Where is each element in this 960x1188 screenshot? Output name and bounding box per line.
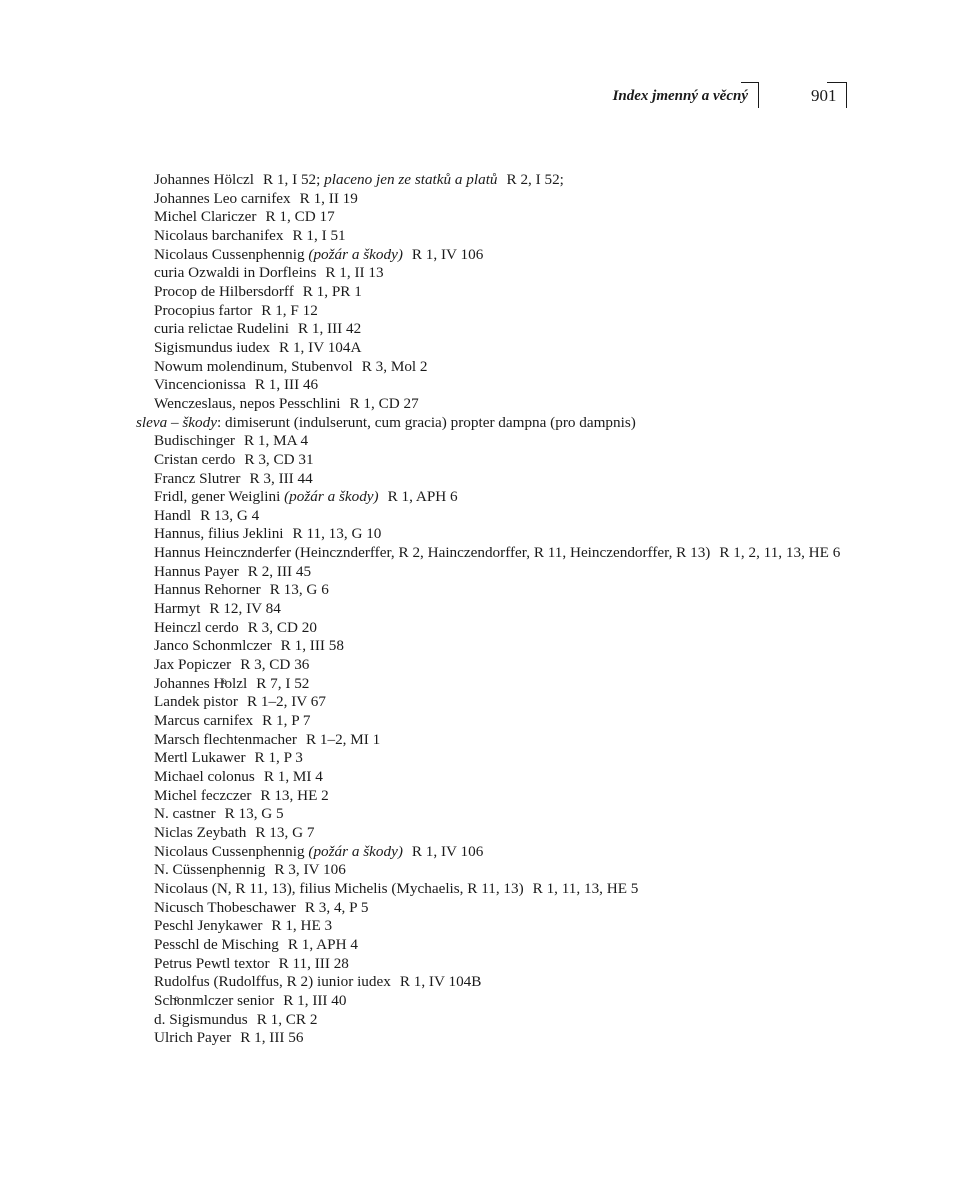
entry-ref: R 13, G 5 — [224, 805, 284, 823]
entry-name: Rudolfus (Rudolffus, R 2) iunior iudex — [154, 973, 391, 991]
entry-name: Hannus Heincznderfer (Heincznderffer, R 2, Hainczendorffer, R 11, Heinczendorffer, R 13) — [154, 544, 711, 562]
index-entry — [154, 973, 872, 992]
entry-ref: R 1, PR 1 — [302, 282, 362, 300]
entry-name: Sigismundus iudex — [154, 338, 271, 356]
index-entry — [154, 656, 872, 675]
index-entry — [154, 843, 872, 862]
entry-ref: R 13, G 6 — [269, 581, 329, 599]
entry-ref: R 1–2, MI 1 — [305, 730, 381, 748]
heading-text: : dimiserunt (indulserunt, cum gracia) propter dampna (pro dampnis) — [216, 413, 636, 431]
entry-ref: R 3, CD 20 — [247, 618, 317, 636]
index-entry — [154, 787, 872, 806]
entry-name: Nicolaus barchanifex — [154, 226, 284, 244]
entry-ref: R 1, MI 4 — [263, 768, 323, 785]
entry-name: Janco Schonmlczer — [154, 637, 272, 655]
entry-ref: R 1, IV 104A — [279, 338, 362, 356]
entry-ref: R 1, III 58 — [280, 637, 344, 655]
entry-ref: R 13, G 7 — [255, 823, 315, 841]
entry-name: Nicolaus Cussenphennig — [154, 245, 305, 263]
entry-name: Vincencionissa — [154, 376, 246, 394]
entry-name: Johannes Hölczl — [154, 171, 254, 188]
entry-ref: R 13, HE 2 — [260, 786, 329, 804]
entry-ref: R 1, CD 27 — [349, 394, 419, 412]
index-entry — [154, 302, 872, 321]
entry-ref: R 1, HE 3 — [271, 917, 333, 935]
entry-name: curia Ozwaldi in Dorfleins — [154, 264, 317, 282]
index-entry — [154, 917, 872, 936]
index-entry — [154, 246, 872, 265]
entry-ref: R 1, F 12 — [261, 301, 318, 319]
index-entry — [154, 749, 872, 768]
entry-ref: R 1, APH 4 — [287, 935, 358, 953]
entry-ref: R 1, III 56 — [240, 1029, 304, 1047]
entry-ref: R 2, III 45 — [247, 562, 312, 580]
entry-ref: R 1, III 46 — [254, 376, 319, 394]
entry-name: Nowum molendinum, Stubenvol — [154, 357, 353, 375]
entry-ref: R 1, I 51 — [292, 226, 346, 244]
index-entry — [154, 619, 872, 638]
entry-ref: R 11, III 28 — [278, 954, 349, 972]
entry-ref: R 1, MA 4 — [244, 432, 309, 450]
index-entry — [154, 451, 872, 470]
index-entry — [154, 525, 872, 544]
entry-ref: R 1, 11, 13, HE 5 — [532, 879, 639, 897]
entry-name: Michel Clariczer — [154, 208, 257, 226]
entry-name: Procopius fartor — [154, 301, 253, 319]
index-entry — [154, 1029, 872, 1048]
index-entry — [154, 283, 872, 302]
index-entry — [154, 936, 872, 955]
entry-name: Nicolaus (N, R 11, 13), filius Michelis (Mychaelis, R 11, 13) — [154, 879, 524, 897]
index-entry — [154, 395, 872, 414]
index-entry — [154, 432, 872, 451]
index-entry — [154, 693, 872, 712]
corner-mark-icon — [741, 82, 759, 108]
index-entry — [154, 1011, 872, 1030]
index-entry — [154, 376, 872, 395]
entry-name: Budischinger — [154, 432, 235, 450]
entry-name: Hannus, filius Jeklini — [154, 525, 284, 543]
index-entry — [154, 712, 872, 731]
index-entry — [154, 955, 872, 974]
entry-name: Landek pistor — [154, 693, 238, 711]
entry-ref: R 1, CR 2 — [256, 1010, 318, 1028]
entry-name: curia relictae Rudelini — [154, 320, 289, 338]
index-entry — [154, 190, 872, 209]
index-heading — [136, 414, 846, 433]
entry-note: placeno jen ze statků a platů — [324, 171, 498, 188]
entry-ref: R 13, G 4 — [200, 506, 260, 524]
entry-ref: R 1, II 19 — [299, 189, 358, 207]
index-entry — [154, 208, 872, 227]
entry-name: d. Sigismundus — [154, 1010, 248, 1028]
entry-name: Johannes Hͤolzl — [154, 674, 248, 692]
entry-name: Michel feczczer — [154, 786, 252, 804]
entry-ref: R 12, IV 84 — [209, 600, 281, 618]
entry-name: Niclas Zeybath — [154, 823, 247, 841]
index-entry — [154, 507, 872, 526]
entry-ref: R 1, APH 6 — [387, 488, 458, 506]
entry-note: (požár a škody) — [284, 488, 379, 506]
index-entry — [154, 899, 872, 918]
entry-name: Pesschl de Misching — [154, 935, 279, 953]
index-entry — [154, 227, 872, 246]
entry-name: Johannes Leo carnifex — [154, 189, 291, 207]
entry-name: N. Cüssenphennig — [154, 861, 266, 879]
entry-ref: R 1, IV 106 — [411, 245, 484, 263]
entry-ref: R 3, CD 31 — [244, 450, 314, 468]
entry-name: Petrus Pewtl textor — [154, 954, 270, 972]
entry-name: Francz Slutrer — [154, 469, 241, 487]
index-entry — [154, 581, 872, 600]
index-entry — [154, 675, 872, 694]
entry-name: Jax Popiczer — [154, 656, 232, 674]
running-head — [0, 80, 960, 112]
entry-ref: R 3, III 44 — [249, 469, 313, 487]
entry-name: Fridl, gener Weiglini — [154, 488, 281, 506]
entry-name: Cristan cerdo — [154, 450, 236, 468]
entry-ref: R 1, P 7 — [262, 712, 311, 730]
index-entry — [154, 320, 872, 339]
index-entry — [154, 768, 872, 787]
index-entry — [154, 339, 872, 358]
entry-ref: R 3, 4, P 5 — [304, 898, 369, 916]
index-entry — [154, 880, 872, 899]
entry-name: Procop de Hilbersdorff — [154, 282, 294, 300]
index-body — [0, 171, 960, 1048]
index-entry — [154, 805, 872, 824]
entry-ref: R 1, I 52; — [262, 171, 321, 188]
entry-ref: R 1, IV 104B — [399, 973, 482, 991]
index-entry — [154, 731, 872, 750]
entry-name: Handl — [154, 506, 192, 524]
entry-name: Wenczeslaus, nepos Pesschlini — [154, 394, 341, 412]
entry-name: N. castner — [154, 805, 216, 823]
entry-ref: R 2, I 52; — [506, 171, 564, 188]
entry-name: Heinczl cerdo — [154, 618, 239, 636]
entry-name: Harmyt — [154, 600, 201, 618]
entry-name: Hannus Rehorner — [154, 581, 261, 599]
entry-name: Marsch flechtenmacher — [154, 730, 297, 748]
index-entry — [154, 600, 872, 619]
index-entry — [154, 992, 872, 1011]
corner-mark-icon — [827, 82, 847, 108]
index-entry — [154, 544, 872, 563]
entry-ref: R 1, IV 106 — [411, 842, 484, 860]
entry-ref: R 1, 2, 11, 13, HE 6 — [719, 544, 841, 562]
index-entry — [154, 470, 872, 489]
index-entry — [154, 861, 872, 880]
entry-ref: R 1, III 42 — [297, 320, 362, 338]
running-head-title: Index jmenný a věcný — [612, 88, 748, 104]
entry-name: Marcus carnifex — [154, 712, 254, 730]
entry-name: Hannus Payer — [154, 562, 239, 580]
entry-ref: R 1, CD 17 — [265, 208, 335, 226]
entry-ref: R 7, I 52 — [256, 674, 310, 692]
page-number: 901 — [811, 86, 837, 105]
entry-ref: R 1, III 40 — [283, 991, 347, 1009]
entry-ref: R 3, CD 36 — [240, 656, 310, 674]
heading-term: sleva – škody — [136, 413, 217, 431]
index-entry — [154, 264, 872, 283]
entry-name: Mertl Lukawer — [154, 749, 246, 767]
entry-ref: R 11, 13, G 10 — [292, 525, 382, 543]
entry-name: Nicusch Thobeschawer — [154, 898, 296, 916]
entry-name: Ulrich Payer — [154, 1029, 232, 1047]
index-entry — [154, 358, 872, 377]
index-entry — [154, 171, 872, 190]
entry-ref: R 1, P 3 — [254, 749, 303, 767]
entry-name: Peschl Jenykawer — [154, 917, 263, 935]
entry-name: Nicolaus Cussenphennig — [154, 842, 305, 860]
entry-name: Michael colonus — [154, 768, 255, 785]
entry-ref: R 3, Mol 2 — [361, 357, 428, 375]
entry-note: (požár a škody) — [308, 245, 403, 263]
index-entry — [154, 488, 872, 507]
index-entry — [154, 637, 872, 656]
entry-ref: R 1–2, IV 67 — [246, 693, 326, 711]
entry-ref: R 3, IV 106 — [274, 861, 346, 879]
entry-note: (požár a škody) — [308, 842, 403, 860]
index-entry — [154, 563, 872, 582]
entry-ref: R 1, II 13 — [325, 264, 384, 282]
index-entry — [154, 824, 872, 843]
entry-name: Schͤonmlczer senior — [154, 991, 275, 1009]
